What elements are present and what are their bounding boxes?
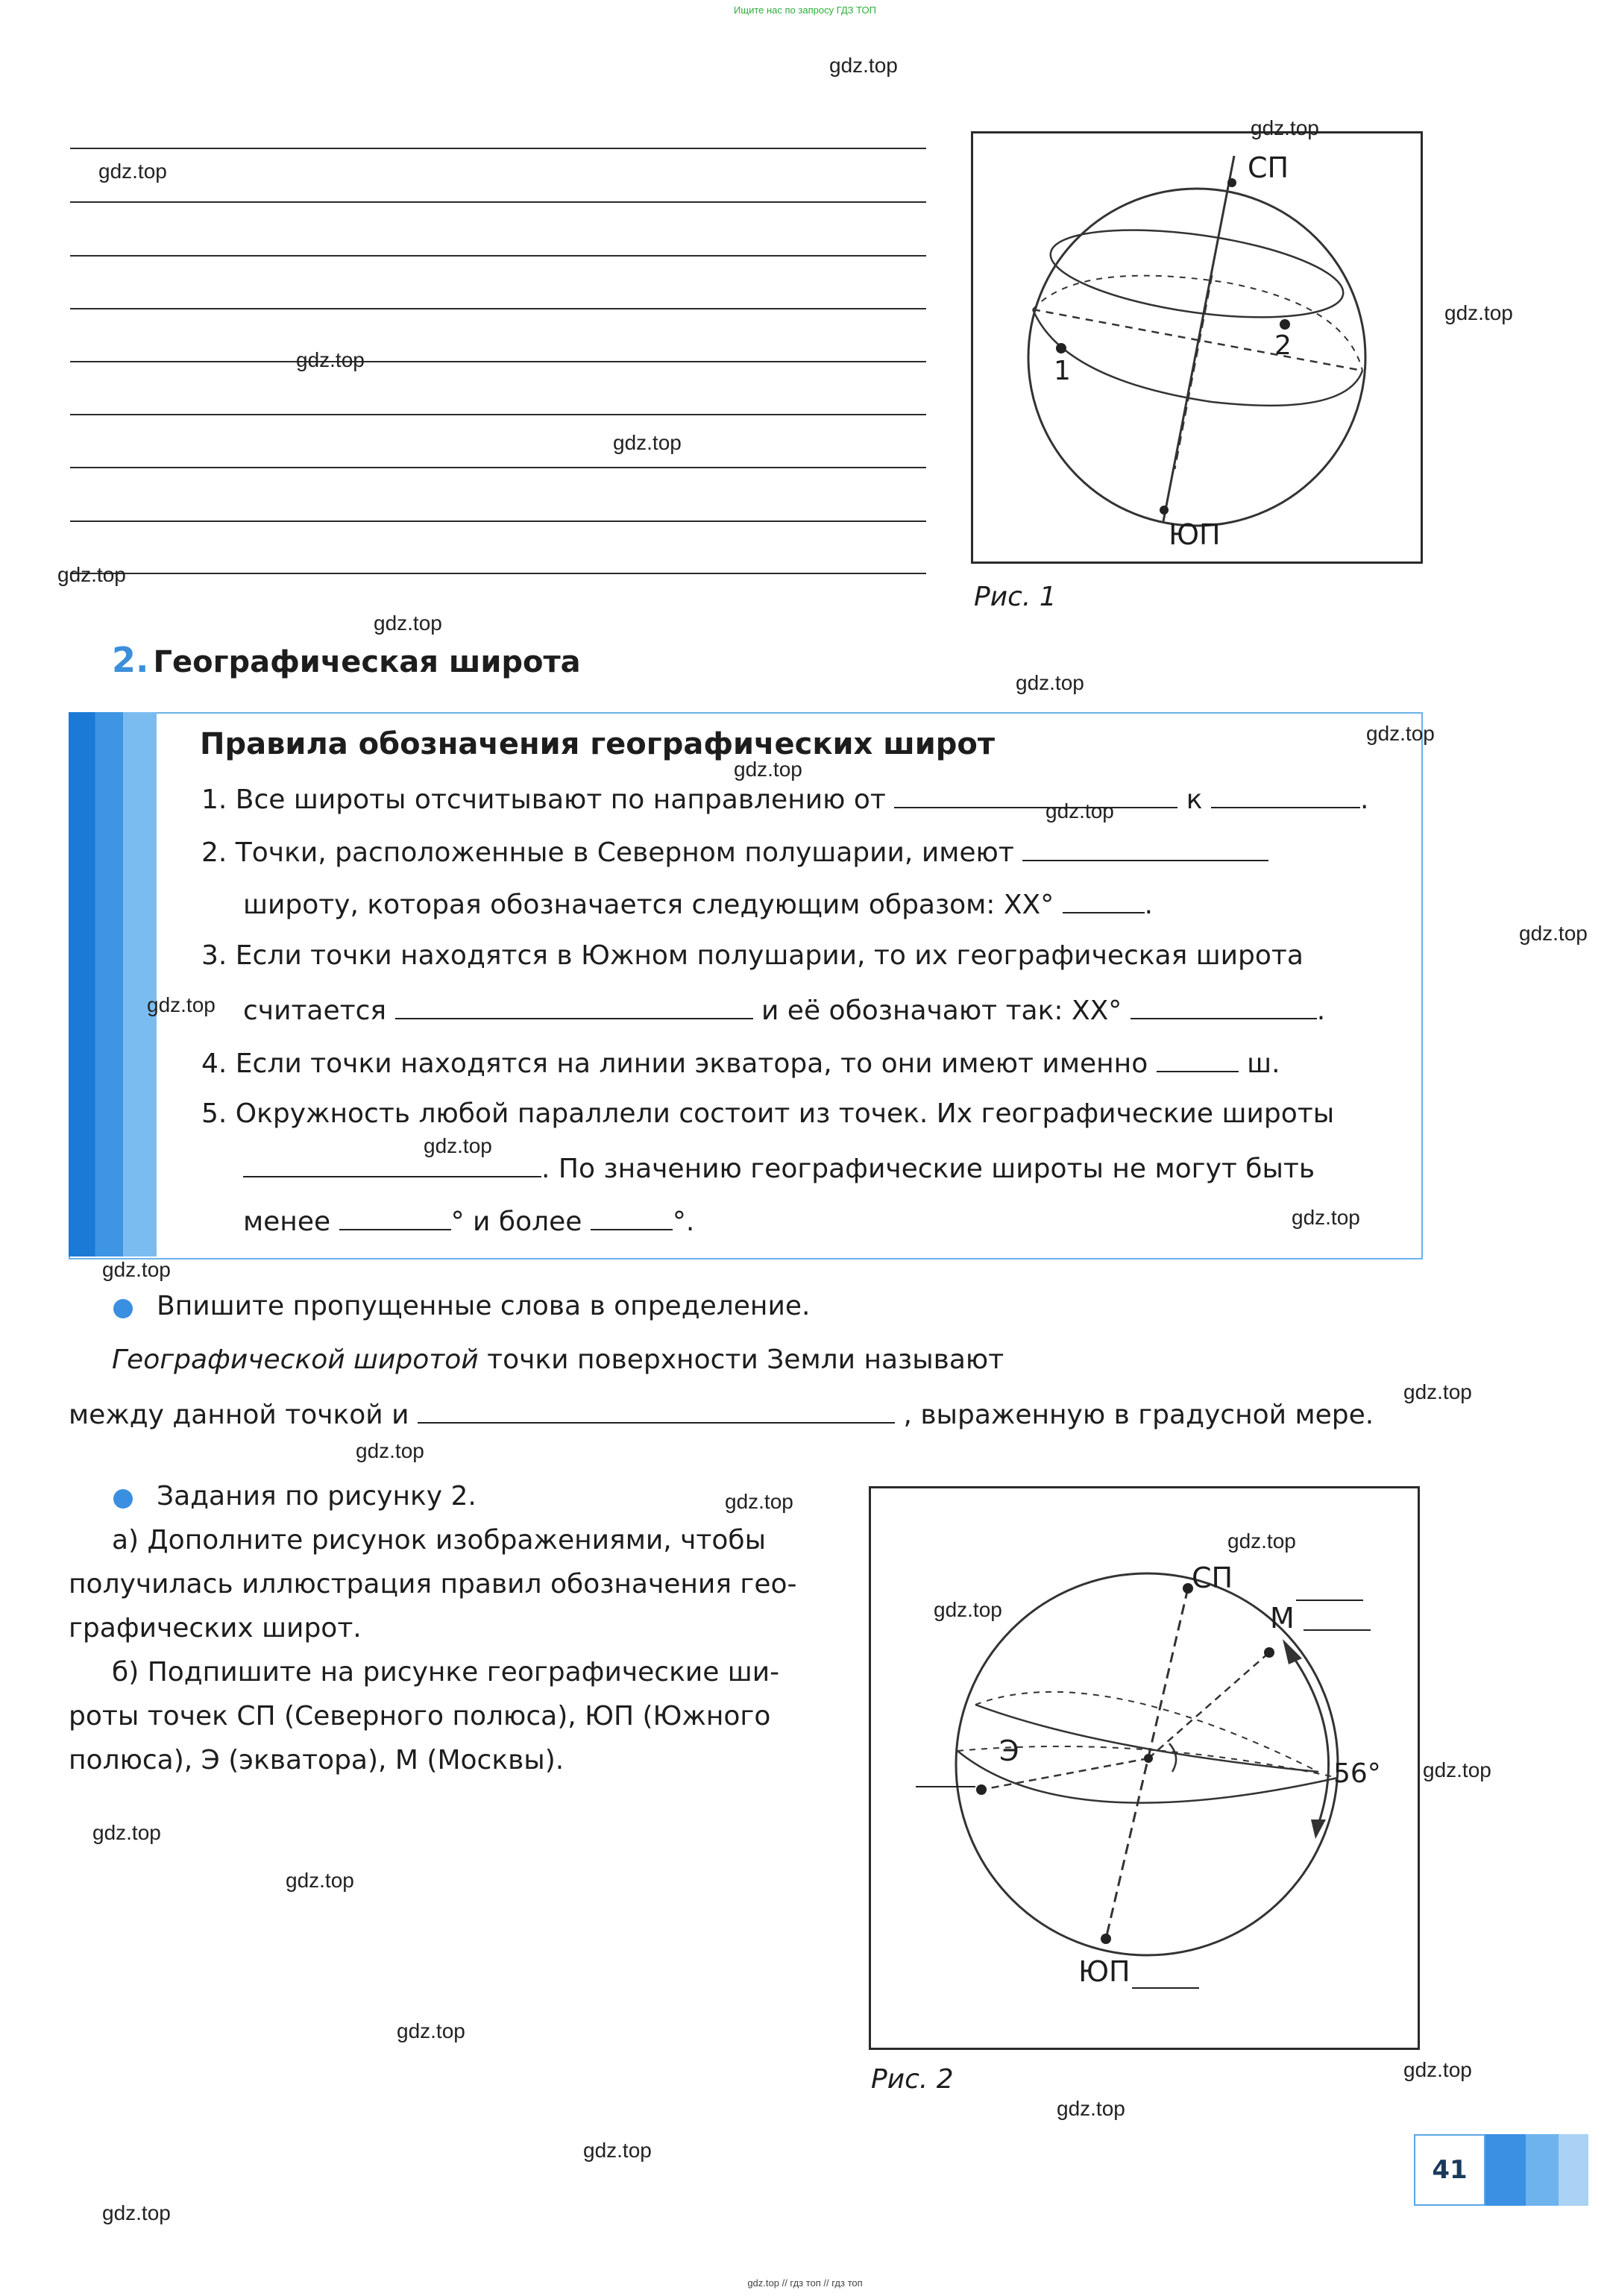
bullet-icon xyxy=(113,1489,133,1509)
watermark: gdz.top xyxy=(424,1134,492,1157)
rule-3-end: . xyxy=(1316,996,1326,1026)
task-1-definition-line-1 xyxy=(112,1344,1004,1376)
footer-note: gdz.top // гдз топ // гдз топ xyxy=(747,2277,863,2289)
definition-blank[interactable] xyxy=(418,1397,895,1424)
watermark: gdz.top xyxy=(98,160,167,183)
rule-5-text-c3: °. xyxy=(672,1207,695,1237)
rules-title: Правила обозначения географических широт xyxy=(200,727,996,761)
watermark: gdz.top xyxy=(397,2019,465,2042)
rule-2-line-2 xyxy=(243,887,1153,921)
bullet-icon xyxy=(113,1299,133,1318)
figure-1 xyxy=(971,131,1423,564)
watermark: gdz.top xyxy=(286,1869,354,1892)
watermark: gdz.top xyxy=(102,1258,171,1281)
watermark: gdz.top xyxy=(1045,799,1114,823)
globe-1-drawing xyxy=(973,133,1421,562)
watermark: gdz.top xyxy=(829,54,898,77)
fig1-label-point-1: 1 xyxy=(1054,356,1071,386)
task-2a-line-3: графических широт. xyxy=(69,1613,362,1644)
answer-line xyxy=(70,148,926,149)
rule-3-blank-1[interactable] xyxy=(395,993,753,1019)
fig1-label-south-pole: ЮП xyxy=(1169,518,1221,551)
answer-line xyxy=(70,520,926,522)
watermark: gdz.top xyxy=(613,431,682,454)
rule-5-text-c1: менее xyxy=(243,1207,331,1237)
fig2-label-moscow: М xyxy=(1270,1602,1295,1635)
rule-5-blank-3[interactable] xyxy=(591,1204,673,1230)
rule-4-blank[interactable] xyxy=(1157,1045,1239,1072)
rules-box-strip xyxy=(69,712,157,1256)
rule-5-line-1: 5. Окружность любой параллели состоит из точек. Их географические широты xyxy=(201,1098,1335,1129)
rule-2-end: . xyxy=(1144,890,1154,920)
fig2-label-south-pole: ЮП xyxy=(1078,1955,1131,1988)
watermark: gdz.top xyxy=(725,1490,793,1513)
definition-term: Географической широтой xyxy=(112,1344,479,1375)
task-1-instruction: Впишите пропущенные слова в определение. xyxy=(157,1291,811,1321)
answer-line xyxy=(70,201,926,203)
rule-1-text-a: 1. Все широты отсчитывают по направлению от xyxy=(201,784,886,815)
fig2-label-angle: 56° xyxy=(1333,1758,1381,1789)
rule-1-text-b: к xyxy=(1186,784,1203,815)
watermark: gdz.top xyxy=(1057,2097,1125,2120)
definition-line-2-a: между данной точкой и xyxy=(69,1400,409,1430)
watermark: gdz.top xyxy=(583,2139,652,2162)
rule-5-line-2 xyxy=(243,1151,1315,1185)
answer-line xyxy=(70,361,926,362)
page-number-box xyxy=(1414,2134,1593,2206)
rule-2-blank-1[interactable] xyxy=(1022,834,1268,861)
answer-line xyxy=(70,573,926,574)
task-1-definition-line-2 xyxy=(69,1397,1374,1431)
answer-line xyxy=(70,414,926,415)
section-number: 2. xyxy=(112,640,149,680)
rule-4 xyxy=(201,1045,1280,1080)
watermark: gdz.top xyxy=(1444,301,1513,324)
section-title xyxy=(112,640,581,680)
fig2-label-north-pole: СП xyxy=(1192,1561,1233,1594)
rule-4-text-a: 4. Если точки находятся на линии экватора, то они имеют именно xyxy=(201,1048,1148,1079)
task-2b-line-1: б) Подпишите на рисунке географические ши- xyxy=(112,1657,780,1688)
rule-2-text-a: 2. Точки, расположенные в Северном полушарии, имеют xyxy=(201,837,1014,868)
watermark: gdz.top xyxy=(1227,1529,1296,1553)
watermark: gdz.top xyxy=(1251,116,1319,139)
figure-1-caption: Рис. 1 xyxy=(974,582,1057,612)
rule-2-text-b: широту, которая обозначается следующим образом: XX° xyxy=(243,890,1054,920)
watermark: gdz.top xyxy=(1519,922,1588,945)
rule-5-line-3 xyxy=(243,1204,694,1238)
task-2b-line-3: полюса), Э (экватора), М (Москвы). xyxy=(69,1745,565,1776)
rule-1-blank-to[interactable] xyxy=(1211,781,1360,808)
rule-2-blank-2[interactable] xyxy=(1063,887,1145,913)
fig1-label-point-2: 2 xyxy=(1274,330,1292,361)
watermark: gdz.top xyxy=(296,348,365,371)
watermark: gdz.top xyxy=(102,2201,171,2224)
rule-3-line-2 xyxy=(243,993,1325,1027)
answer-line xyxy=(70,255,926,257)
section-title-text: Географическая широта xyxy=(153,645,581,679)
watermark: gdz.top xyxy=(1403,2058,1472,2081)
watermark: gdz.top xyxy=(1403,1380,1472,1403)
watermark: gdz.top xyxy=(1423,1758,1491,1781)
rule-5-text-b: . По значению географические широты не могут быть xyxy=(541,1154,1315,1184)
answer-line xyxy=(70,308,926,309)
watermark: gdz.top xyxy=(147,993,216,1016)
rule-2-line-1 xyxy=(201,834,1268,869)
watermark: gdz.top xyxy=(356,1439,424,1462)
definition-text: точки поверхности Земли называют xyxy=(478,1344,1004,1375)
rule-5-blank-2[interactable] xyxy=(339,1204,451,1230)
answer-line xyxy=(70,467,926,468)
rule-3-blank-2[interactable] xyxy=(1131,993,1317,1019)
rule-5-text-c2: ° и более xyxy=(450,1207,582,1237)
rule-1 xyxy=(201,781,1368,816)
watermark: gdz.top xyxy=(1292,1206,1360,1229)
definition-line-2-b: , выраженную в градусной мере. xyxy=(903,1400,1374,1430)
fig1-label-north-pole: СП xyxy=(1248,151,1289,184)
rule-1-end: . xyxy=(1360,784,1369,815)
rule-3-text-b1: считается xyxy=(243,996,387,1026)
watermark: gdz.top xyxy=(92,1821,161,1844)
rule-3-text-b2: и её обозначают так: XX° xyxy=(761,996,1122,1026)
rule-3-line-1: 3. Если точки находятся в Южном полушарии, то их географическая широта xyxy=(201,940,1304,971)
watermark: gdz.top xyxy=(934,1598,1002,1621)
task-2a-line-2: получилась иллюстрация правил обозначения гео- xyxy=(69,1569,797,1600)
figure-2-caption: Рис. 2 xyxy=(871,2064,954,2095)
task-2a-line-1: а) Дополните рисунок изображениями, чтобы xyxy=(112,1525,767,1556)
watermark: gdz.top xyxy=(1016,671,1084,694)
rule-4-end: ш. xyxy=(1247,1048,1280,1079)
watermark: gdz.top xyxy=(1366,722,1435,745)
rule-1-blank-from[interactable] xyxy=(894,781,1177,808)
watermark: gdz.top xyxy=(374,611,442,635)
figure-2 xyxy=(869,1486,1420,2050)
task-2b-line-2: роты точек СП (Северного полюса), ЮП (Южного xyxy=(69,1701,771,1732)
watermark: gdz.top xyxy=(57,563,126,586)
rule-5-blank-1[interactable] xyxy=(243,1151,541,1177)
watermark: gdz.top xyxy=(734,758,802,781)
fig2-label-equator: Э xyxy=(999,1734,1019,1767)
task-2-instruction: Задания по рисунку 2. xyxy=(157,1481,477,1512)
header-note: Ищите нас по запросу ГДЗ ТОП xyxy=(734,4,876,16)
page-number: 41 xyxy=(1414,2134,1485,2206)
